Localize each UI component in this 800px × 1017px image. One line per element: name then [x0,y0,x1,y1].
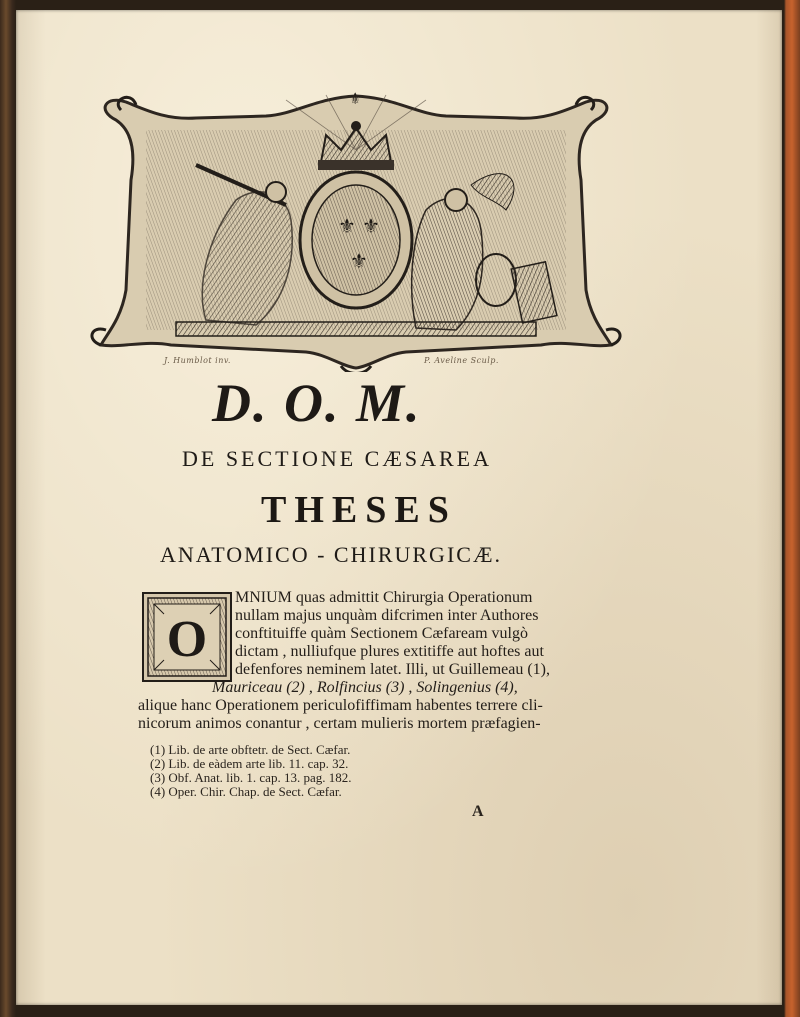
body-line-4: dictam , nulliufque plures extitiffe aut hoftes aut [235,643,544,660]
engraver-credit-left: J. Humblot inv. [164,356,231,365]
body-line-2: nullam majus unquàm difcrimen inter Authores [235,607,539,624]
title-heading: THESES [261,489,457,531]
body-line-5: defenfores neminem latet. Illi, ut Guillemeau (1), [235,661,550,678]
decorated-initial [142,592,232,682]
subtitle-heading-2: ANATOMICO - CHIRURGICÆ. [160,542,503,567]
signature-mark: A [472,803,484,820]
engraved-vignette [86,90,626,372]
body-line-6: Mauriceau (2) , Rolfincius (3) , Solingenius (4), [212,679,518,696]
engraver-credit-right: P. Aveline Sculp. [424,356,499,365]
svg-text:⚜: ⚜ [348,90,363,108]
svg-text:O: O [166,611,208,668]
dom-heading: D. O. M. [212,373,422,433]
svg-text:⚜: ⚜ [362,214,380,238]
subtitle-heading: DE SECTIONE CÆSAREA [182,446,493,471]
body-line-3: conftituiffe quàm Sectionem Cæfaream vulgò [235,625,528,642]
svg-text:⚜: ⚜ [338,214,356,238]
book-page [16,10,782,1005]
footnote-1: (1) Lib. de arte obftetr. de Sect. Cæfar. [150,742,351,757]
footnote-4: (4) Oper. Chir. Chap. de Sect. Cæfar. [150,784,342,799]
svg-text:⚜: ⚜ [350,249,368,273]
body-line-1: MNIUM quas admittit Chirurgia Operationum [235,589,533,606]
footnote-3: (3) Obf. Anat. lib. 1. cap. 13. pag. 182. [150,770,352,785]
body-line-7: alique hanc Operationem periculofiffimam habentes terrere cli- [138,697,543,714]
shield-icon [300,172,412,308]
body-line-8: nicorum animos conantur , certam mulieris mortem præfagien- [138,715,541,732]
footnote-2: (2) Lib. de eàdem arte lib. 11. cap. 32. [150,756,349,771]
